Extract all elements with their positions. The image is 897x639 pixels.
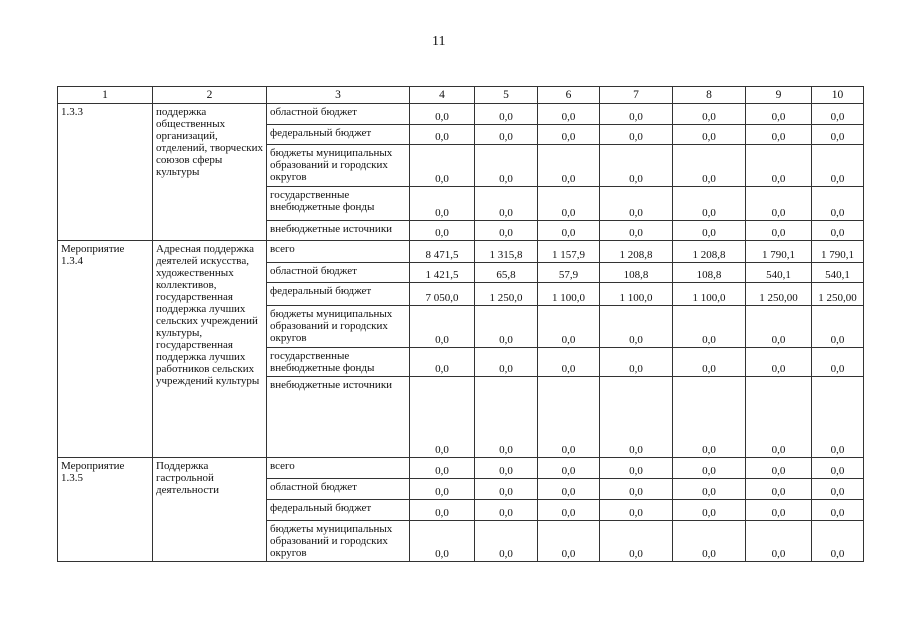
amount-cell: 0,0 xyxy=(410,306,475,348)
amount-cell: 0,0 xyxy=(673,348,746,377)
amount-cell: 0,0 xyxy=(475,306,538,348)
column-header: 8 xyxy=(673,87,746,104)
amount-cell: 0,0 xyxy=(746,458,812,479)
column-header: 4 xyxy=(410,87,475,104)
column-header: 6 xyxy=(538,87,600,104)
amount-cell: 0,0 xyxy=(538,145,600,187)
amount-cell: 0,0 xyxy=(475,377,538,458)
table-row xyxy=(58,458,864,479)
amount-cell: 0,0 xyxy=(475,521,538,562)
funding-source: внебюджетные источники xyxy=(267,221,410,241)
amount-cell: 1 208,8 xyxy=(600,241,673,263)
column-header: 3 xyxy=(267,87,410,104)
amount-cell: 0,0 xyxy=(812,458,864,479)
column-header: 9 xyxy=(746,87,812,104)
amount-cell: 0,0 xyxy=(746,104,812,125)
amount-cell: 0,0 xyxy=(673,458,746,479)
amount-cell: 0,0 xyxy=(812,348,864,377)
column-header: 1 xyxy=(58,87,153,104)
amount-cell: 7 050,0 xyxy=(410,283,475,306)
amount-cell: 0,0 xyxy=(812,306,864,348)
amount-cell: 1 250,00 xyxy=(812,283,864,306)
amount-cell: 0,0 xyxy=(746,479,812,500)
amount-cell: 0,0 xyxy=(475,125,538,145)
amount-cell: 1 100,0 xyxy=(600,283,673,306)
funding-source: федеральный бюджет xyxy=(267,125,410,145)
amount-cell: 1 250,0 xyxy=(475,283,538,306)
amount-cell: 0,0 xyxy=(673,479,746,500)
amount-cell: 1 250,00 xyxy=(746,283,812,306)
amount-cell: 0,0 xyxy=(673,187,746,221)
amount-cell: 0,0 xyxy=(538,377,600,458)
amount-cell: 1 157,9 xyxy=(538,241,600,263)
column-header: 7 xyxy=(600,87,673,104)
amount-cell: 0,0 xyxy=(475,458,538,479)
amount-cell: 0,0 xyxy=(538,500,600,521)
amount-cell: 0,0 xyxy=(410,458,475,479)
amount-cell: 0,0 xyxy=(410,125,475,145)
amount-cell: 0,0 xyxy=(673,221,746,241)
amount-cell: 0,0 xyxy=(673,521,746,562)
funding-source: бюджеты муниципальных образований и городских округов xyxy=(267,145,410,187)
measure-name: Поддержка гастрольной деятельности xyxy=(153,458,267,562)
column-header: 10 xyxy=(812,87,864,104)
amount-cell: 0,0 xyxy=(538,458,600,479)
amount-cell: 0,0 xyxy=(600,306,673,348)
amount-cell: 0,0 xyxy=(746,306,812,348)
funding-source: государственные внебюджетные фонды xyxy=(267,348,410,377)
amount-cell: 0,0 xyxy=(475,221,538,241)
funding-source: областной бюджет xyxy=(267,479,410,500)
table-row xyxy=(58,104,864,125)
amount-cell: 0,0 xyxy=(475,187,538,221)
amount-cell: 0,0 xyxy=(538,306,600,348)
amount-cell: 0,0 xyxy=(812,221,864,241)
amount-cell: 0,0 xyxy=(600,104,673,125)
funding-source: федеральный бюджет xyxy=(267,500,410,521)
amount-cell: 0,0 xyxy=(673,306,746,348)
table-row xyxy=(58,241,864,263)
funding-source: федеральный бюджет xyxy=(267,283,410,306)
amount-cell: 0,0 xyxy=(410,479,475,500)
funding-source: всего xyxy=(267,458,410,479)
amount-cell: 0,0 xyxy=(600,377,673,458)
amount-cell: 0,0 xyxy=(475,479,538,500)
amount-cell: 1 100,0 xyxy=(673,283,746,306)
funding-source: областной бюджет xyxy=(267,263,410,283)
amount-cell: 0,0 xyxy=(538,221,600,241)
amount-cell: 0,0 xyxy=(410,221,475,241)
amount-cell: 8 471,5 xyxy=(410,241,475,263)
amount-cell: 0,0 xyxy=(600,145,673,187)
measure-code: Мероприятие 1.3.5 xyxy=(58,458,153,562)
amount-cell: 108,8 xyxy=(600,263,673,283)
column-header: 5 xyxy=(475,87,538,104)
amount-cell: 0,0 xyxy=(746,145,812,187)
amount-cell: 0,0 xyxy=(410,348,475,377)
amount-cell: 0,0 xyxy=(812,125,864,145)
funding-source: государственные внебюджетные фонды xyxy=(267,187,410,221)
amount-cell: 0,0 xyxy=(538,104,600,125)
funding-source: областной бюджет xyxy=(267,104,410,125)
amount-cell: 0,0 xyxy=(673,104,746,125)
funding-source: всего xyxy=(267,241,410,263)
amount-cell: 1 208,8 xyxy=(673,241,746,263)
amount-cell: 0,0 xyxy=(410,104,475,125)
amount-cell: 0,0 xyxy=(746,377,812,458)
amount-cell: 0,0 xyxy=(410,145,475,187)
budget-table xyxy=(57,86,864,562)
amount-cell: 0,0 xyxy=(812,377,864,458)
amount-cell: 0,0 xyxy=(600,221,673,241)
page-number: 11 xyxy=(432,34,446,49)
amount-cell: 0,0 xyxy=(673,125,746,145)
amount-cell: 0,0 xyxy=(600,125,673,145)
measure-name: поддержка общественных организаций, отделений, творческих союзов сферы культуры xyxy=(153,104,267,241)
amount-cell: 0,0 xyxy=(538,479,600,500)
amount-cell: 0,0 xyxy=(812,104,864,125)
amount-cell: 0,0 xyxy=(746,500,812,521)
amount-cell: 0,0 xyxy=(746,125,812,145)
funding-source: внебюджетные источники xyxy=(267,377,410,458)
amount-cell: 1 100,0 xyxy=(538,283,600,306)
amount-cell: 1 315,8 xyxy=(475,241,538,263)
amount-cell: 0,0 xyxy=(812,479,864,500)
amount-cell: 0,0 xyxy=(600,521,673,562)
amount-cell: 0,0 xyxy=(538,125,600,145)
funding-source: бюджеты муниципальных образований и городских округов xyxy=(267,521,410,562)
amount-cell: 0,0 xyxy=(746,348,812,377)
amount-cell: 0,0 xyxy=(600,348,673,377)
amount-cell: 108,8 xyxy=(673,263,746,283)
amount-cell: 540,1 xyxy=(812,263,864,283)
amount-cell: 0,0 xyxy=(475,500,538,521)
amount-cell: 0,0 xyxy=(673,500,746,521)
amount-cell: 0,0 xyxy=(812,187,864,221)
amount-cell: 0,0 xyxy=(410,500,475,521)
amount-cell: 0,0 xyxy=(600,479,673,500)
amount-cell: 0,0 xyxy=(475,348,538,377)
amount-cell: 0,0 xyxy=(812,521,864,562)
budget-table-body xyxy=(58,87,864,562)
amount-cell: 0,0 xyxy=(746,521,812,562)
amount-cell: 0,0 xyxy=(673,145,746,187)
measure-code: Мероприятие 1.3.4 xyxy=(58,241,153,458)
funding-source: бюджеты муниципальных образований и городских округов xyxy=(267,306,410,348)
amount-cell: 0,0 xyxy=(538,348,600,377)
amount-cell: 0,0 xyxy=(600,500,673,521)
amount-cell: 0,0 xyxy=(600,187,673,221)
amount-cell: 0,0 xyxy=(538,187,600,221)
amount-cell: 0,0 xyxy=(538,521,600,562)
amount-cell: 1 790,1 xyxy=(746,241,812,263)
amount-cell: 0,0 xyxy=(600,458,673,479)
column-header: 2 xyxy=(153,87,267,104)
amount-cell: 0,0 xyxy=(673,377,746,458)
amount-cell: 0,0 xyxy=(746,221,812,241)
amount-cell: 0,0 xyxy=(410,187,475,221)
amount-cell: 0,0 xyxy=(746,187,812,221)
amount-cell: 0,0 xyxy=(410,377,475,458)
amount-cell: 0,0 xyxy=(410,521,475,562)
amount-cell: 0,0 xyxy=(812,145,864,187)
amount-cell: 0,0 xyxy=(812,500,864,521)
amount-cell: 540,1 xyxy=(746,263,812,283)
amount-cell: 65,8 xyxy=(475,263,538,283)
amount-cell: 57,9 xyxy=(538,263,600,283)
amount-cell: 0,0 xyxy=(475,145,538,187)
amount-cell: 0,0 xyxy=(475,104,538,125)
amount-cell: 1 421,5 xyxy=(410,263,475,283)
amount-cell: 1 790,1 xyxy=(812,241,864,263)
column-number-row xyxy=(58,87,864,104)
measure-name: Адресная поддержка деятелей искусства, художественных коллективов, государственная поддержка лучших сельских учреждений культуры, государственная поддержка лучших работников сельских учреждений культуры xyxy=(153,241,267,458)
measure-code: 1.3.3 xyxy=(58,104,153,241)
